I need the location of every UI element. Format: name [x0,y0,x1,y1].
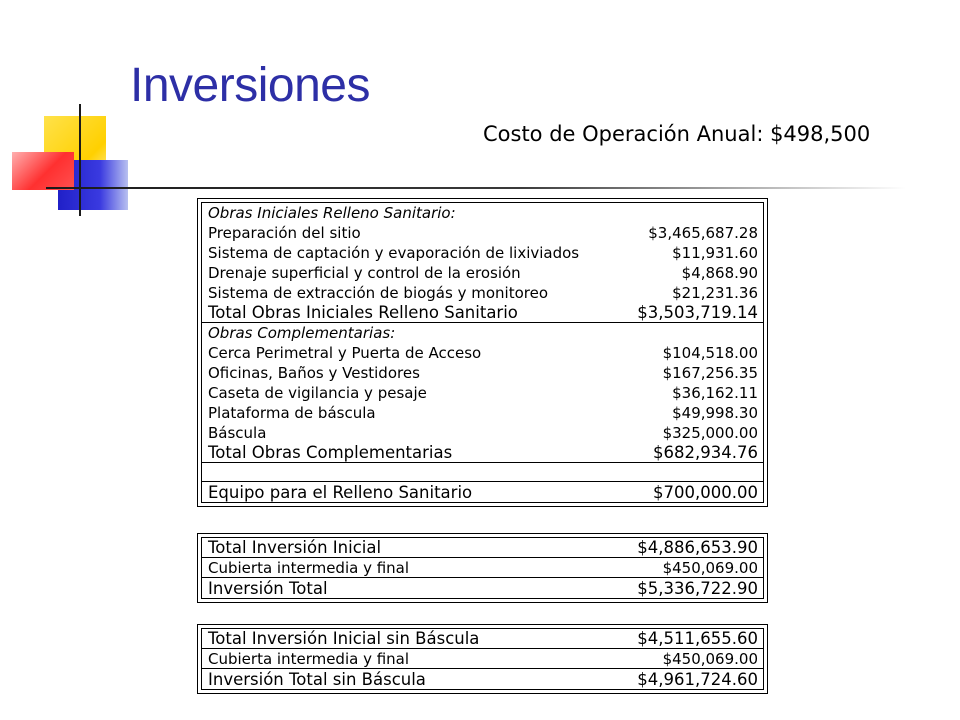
section-header-obras-complementarias [202,323,763,343]
row-label: Sistema de extracción de biogás y monitoreo [208,284,548,302]
row-value: $3,465,687.28 [648,224,758,242]
row-value: $3,503,719.14 [637,303,758,322]
row-label: Inversión Total sin Báscula [208,669,426,689]
row-label: Total Inversión Inicial sin Báscula [208,629,480,648]
row-value: $4,511,655.60 [637,629,758,648]
total-row-equipo [202,482,763,502]
row-label: Oficinas, Baños y Vestidores [208,364,420,382]
table-row [202,283,763,303]
table-row [202,649,763,669]
table-row [202,343,763,363]
total-investment-table [197,533,768,603]
row-label: Cubierta intermedia y final [208,558,410,577]
row-value: $21,231.36 [672,284,758,302]
row-value: $5,336,722.90 [637,578,758,598]
row-label: Inversión Total [208,578,328,598]
row-label: Cerca Perimetral y Puerta de Acceso [208,344,482,362]
row-label: Plataforma de báscula [208,404,376,422]
row-label: Total Inversión Inicial [208,538,382,557]
row-label: Caseta de vigilancia y pesaje [208,384,427,402]
row-value: $682,934.76 [653,443,758,462]
table-row [202,558,763,578]
total-investment-without-scale-table [197,624,768,694]
row-label: Total Obras Complementarias [208,443,453,462]
row-label: Sistema de captación y evaporación de lixiviados [208,244,580,262]
table-row [202,423,763,443]
investment-breakdown-table [197,198,768,507]
table-row [202,403,763,423]
decorative-horizontal-rule [46,187,906,189]
table-row [202,383,763,403]
total-row-inversion-inicial [202,538,763,558]
row-label: Drenaje superficial y control de la erosión [208,264,521,282]
section-header-obras-iniciales [202,203,763,223]
row-value: $104,518.00 [662,344,758,362]
row-label: Equipo para el Relleno Sanitario [208,482,473,502]
total-row-obras-complementarias [202,443,763,463]
section-header-label: Obras Iniciales Relleno Sanitario: [208,204,456,222]
row-value: $700,000.00 [653,482,758,502]
row-value: $11,931.60 [672,244,758,262]
row-value: $450,069.00 [662,649,758,668]
row-value: $450,069.00 [662,558,758,577]
blank-row [202,463,763,482]
table-row [202,243,763,263]
row-value: $4,961,724.60 [637,669,758,689]
annual-operation-cost: Costo de Operación Anual: $498,500 [483,122,871,146]
total-row-inversion-total [202,578,763,598]
table-row [202,263,763,283]
total-row-inversion-inicial-sin-bascula [202,629,763,649]
decorative-red-square [12,152,74,190]
section-header-label: Obras Complementarias: [208,324,396,342]
row-value: $4,886,653.90 [637,538,758,557]
row-label: Total Obras Iniciales Relleno Sanitario [208,303,518,322]
row-value: $167,256.35 [662,364,758,382]
row-value: $4,868.90 [681,264,758,282]
row-label: Preparación del sitio [208,224,361,242]
row-value: $49,998.30 [672,404,758,422]
total-row-obras-iniciales [202,303,763,323]
row-label: Báscula [208,424,267,442]
row-value: $325,000.00 [662,424,758,442]
decorative-vertical-line [79,104,81,216]
total-row-inversion-total-sin-bascula [202,669,763,689]
table-row [202,223,763,243]
row-label: Cubierta intermedia y final [208,649,410,668]
table-row [202,363,763,383]
page-title: Inversiones [130,59,370,112]
row-value: $36,162.11 [672,384,758,402]
